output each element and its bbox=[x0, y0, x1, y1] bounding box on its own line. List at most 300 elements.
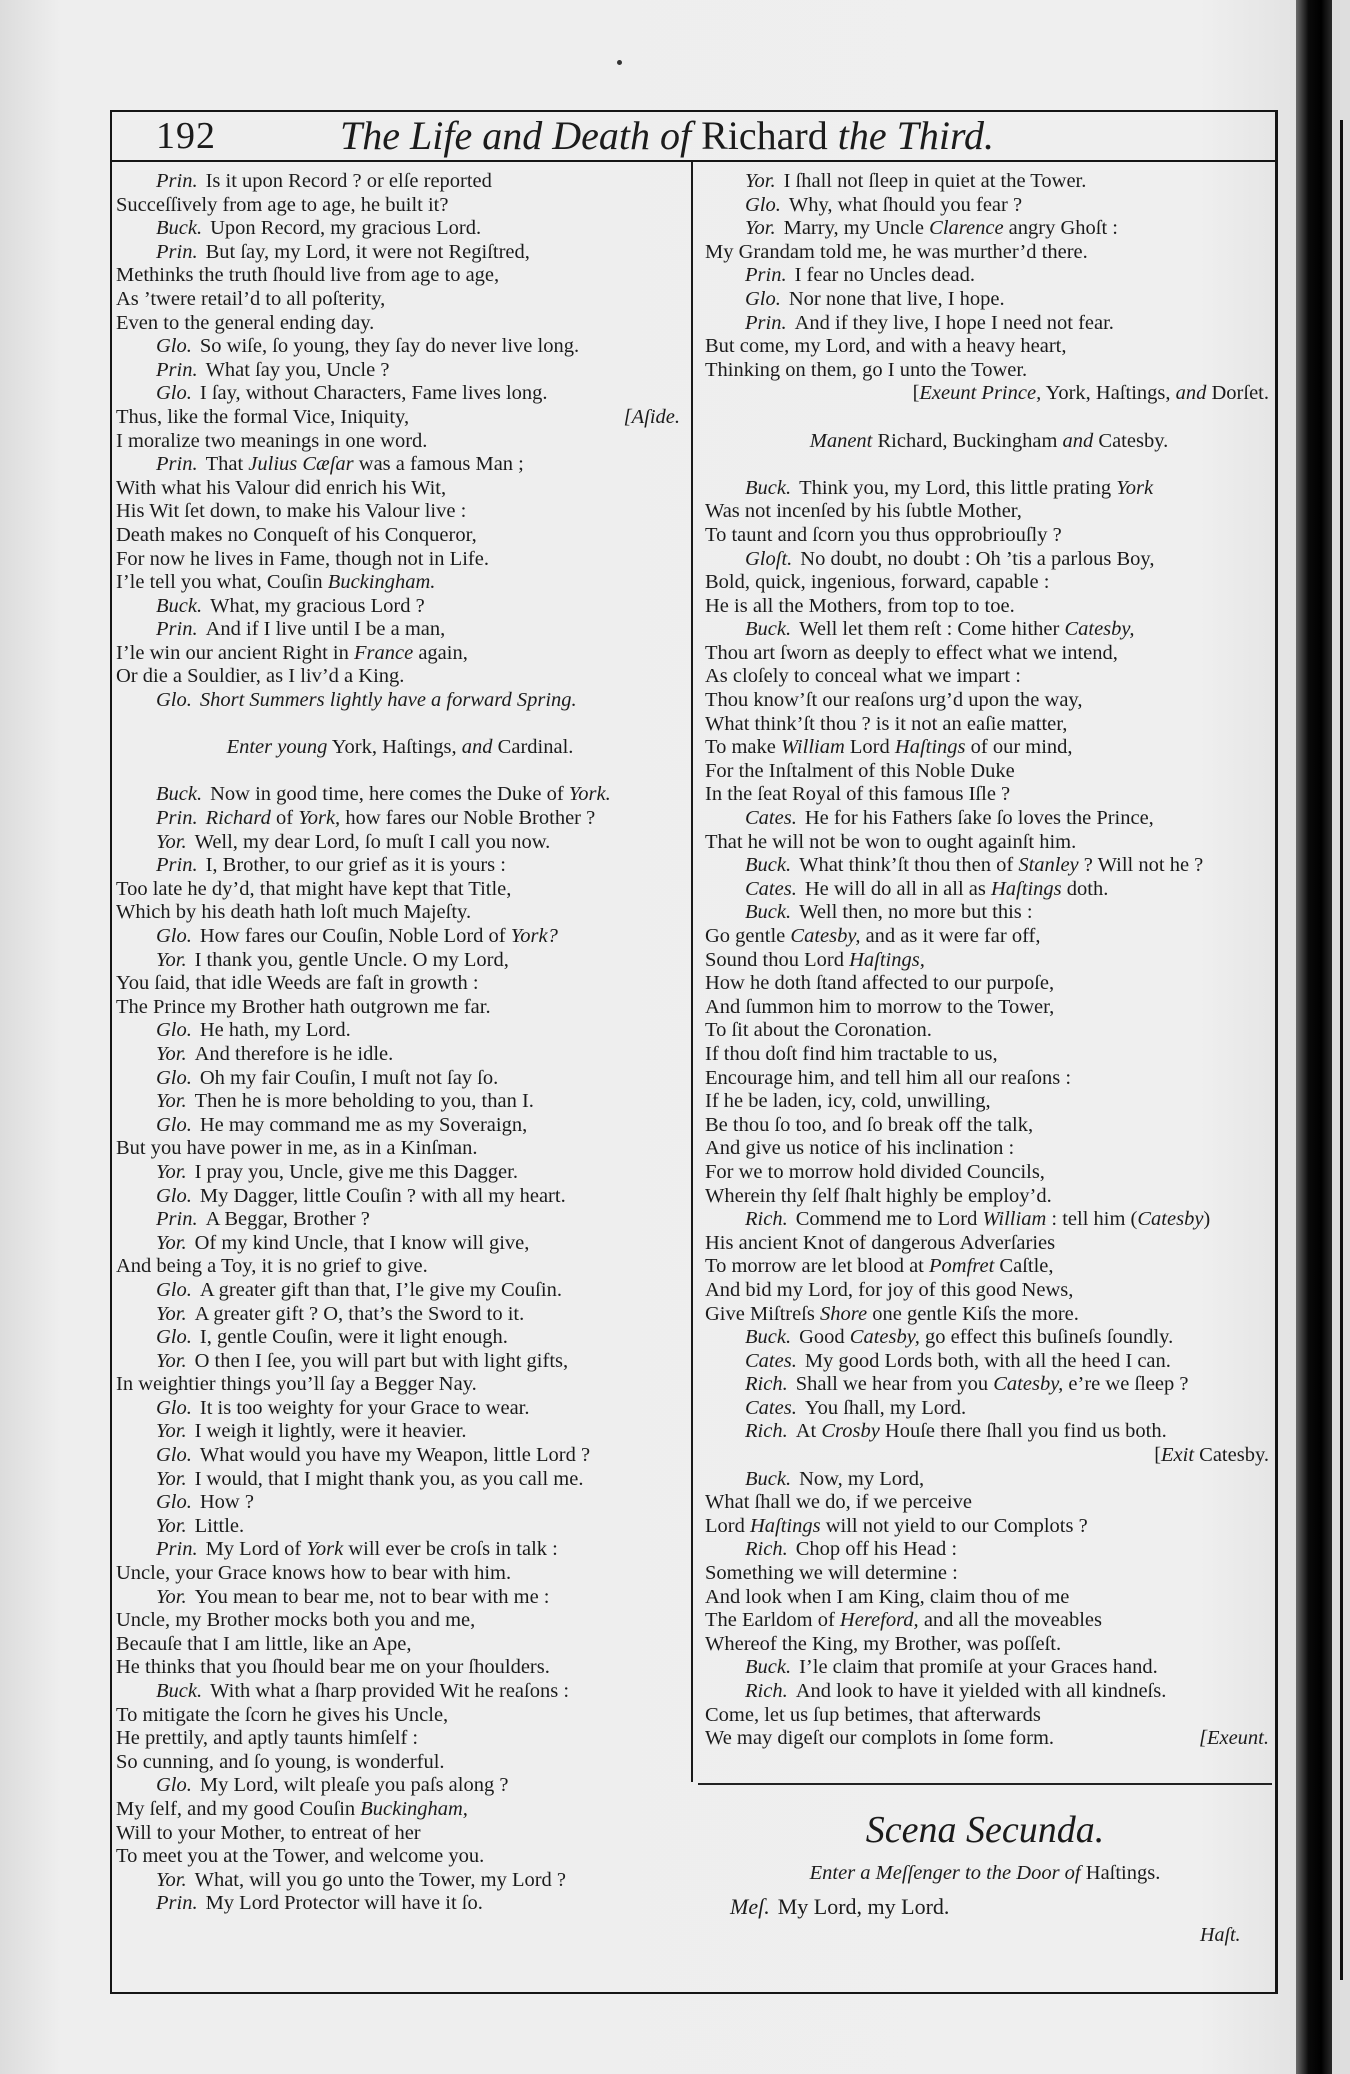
text: His Wit ſet down, to make his Valour live : bbox=[116, 500, 467, 523]
italic-text: and bbox=[1062, 429, 1094, 452]
verse-line bbox=[116, 925, 684, 949]
speaker: Glo. bbox=[156, 689, 192, 712]
verse-line bbox=[705, 1137, 1273, 1161]
italic-text: Catesby, bbox=[1064, 618, 1135, 641]
text: I, Brother, to our grief as it is yours : bbox=[205, 854, 506, 877]
verse-line bbox=[705, 571, 1273, 595]
verse-line bbox=[116, 1704, 684, 1728]
italic-text: Exit bbox=[1161, 1444, 1195, 1467]
verse-line bbox=[705, 548, 1273, 572]
text: will ever be croſs in talk : bbox=[343, 1538, 558, 1561]
verse-line bbox=[705, 760, 1273, 784]
text: Thou art ſworn as deeply to effect what we intend, bbox=[705, 641, 1118, 664]
italic-text: Clarence bbox=[929, 217, 1004, 240]
italic-text: and bbox=[1175, 382, 1207, 405]
verse-line bbox=[705, 1232, 1273, 1256]
stage-direction-name: Haſtings. bbox=[1085, 1862, 1161, 1884]
verse-line bbox=[116, 1538, 684, 1562]
text: He for his Fathers ſake ſo loves the Prince, bbox=[804, 807, 1154, 830]
speaker: Yor. bbox=[156, 948, 187, 971]
verse-line bbox=[705, 1680, 1273, 1704]
text: I’le tell you what, Couſin bbox=[116, 571, 328, 594]
text: Well, my dear Lord, ſo muſt I call you now. bbox=[194, 830, 551, 853]
verse-line bbox=[116, 1656, 684, 1680]
speaker: Yor. bbox=[156, 1042, 187, 1065]
italic-text: York bbox=[306, 1538, 344, 1561]
verse-line bbox=[116, 1845, 684, 1869]
verse-line bbox=[116, 1279, 684, 1303]
speaker: Prin. bbox=[156, 453, 198, 476]
speaker: Prin. bbox=[156, 854, 198, 877]
text: To mitigate the ſcorn he gives his Uncle, bbox=[116, 1703, 449, 1726]
speaker: Yor. bbox=[156, 1349, 187, 1372]
verse-line bbox=[705, 288, 1273, 312]
verse-line bbox=[116, 901, 684, 925]
speaker: Glo. bbox=[156, 335, 192, 358]
verse-line bbox=[705, 500, 1273, 524]
text: My Lord, wilt pleaſe you paſs along ? bbox=[199, 1774, 509, 1797]
speaker: Yor. bbox=[156, 1160, 187, 1183]
text: And if I live until I be a man, bbox=[205, 618, 446, 641]
text: A Beggar, Brother ? bbox=[205, 1208, 370, 1231]
verse-line bbox=[705, 217, 1273, 241]
text: Of my kind Uncle, that I know will give, bbox=[194, 1231, 530, 1254]
verse-line bbox=[705, 1491, 1273, 1515]
italic-text: Pomfret bbox=[929, 1255, 995, 1278]
verse-line bbox=[705, 783, 1273, 807]
verse-line bbox=[705, 1255, 1273, 1279]
verse-line bbox=[116, 1444, 684, 1468]
text: How he doth ſtand affected to our purpoſe, bbox=[705, 972, 1055, 995]
speaker: Rich. bbox=[745, 1538, 788, 1561]
text: of our mind, bbox=[965, 736, 1073, 759]
verse-line bbox=[116, 1350, 684, 1374]
verse-line bbox=[116, 595, 684, 619]
verse-line bbox=[705, 972, 1273, 996]
text: Sound thou Lord bbox=[705, 948, 850, 971]
verse-line bbox=[116, 1892, 684, 1916]
speaker: Glo. bbox=[156, 1184, 192, 1207]
verse-line bbox=[116, 1515, 684, 1539]
text: ? Will not he ? bbox=[1078, 854, 1204, 877]
italic-text: Julius Cæſar bbox=[248, 453, 354, 476]
speaker: Prin. bbox=[156, 1208, 198, 1231]
text: If he be laden, icy, cold, unwilling, bbox=[705, 1090, 991, 1113]
text: Uncle, your Grace knows how to bear with him. bbox=[116, 1562, 512, 1585]
speaker: Gloſt. bbox=[745, 547, 793, 570]
verse-line bbox=[116, 1067, 684, 1091]
text: To ſit about the Coronation. bbox=[705, 1019, 932, 1042]
verse-line bbox=[705, 1279, 1273, 1303]
stage-direction bbox=[116, 736, 684, 760]
blank-line bbox=[116, 760, 684, 784]
verse-line bbox=[116, 665, 684, 689]
verse-line bbox=[116, 500, 684, 524]
verse-line bbox=[705, 1350, 1273, 1374]
ink-speck bbox=[617, 60, 622, 65]
speaker: Buck. bbox=[156, 1680, 203, 1702]
speaker: Glo. bbox=[156, 1774, 192, 1797]
italic-text: Haſtings bbox=[894, 736, 966, 759]
text: What think’ſt thou then of bbox=[799, 854, 1019, 877]
speaker: Glo. bbox=[156, 1113, 192, 1136]
text: Dorſet. bbox=[1206, 382, 1269, 405]
verse-line bbox=[116, 854, 684, 878]
book-gutter bbox=[1296, 0, 1332, 2074]
verse-line bbox=[705, 524, 1273, 548]
text: To morrow are let blood at bbox=[705, 1255, 929, 1278]
verse-line bbox=[705, 595, 1273, 619]
text: Well then, no more but this : bbox=[799, 901, 1033, 924]
text: Thus, like the formal Vice, Iniquity, bbox=[116, 405, 410, 428]
speaker: Yor. bbox=[156, 1467, 187, 1490]
text: In the ſeat Royal of this famous Iſle ? bbox=[705, 783, 1011, 806]
text: Shall we hear from you bbox=[795, 1373, 994, 1396]
text: Come, let us ſup betimes, that afterwards bbox=[705, 1703, 1041, 1726]
speaker: Cates. bbox=[745, 877, 797, 900]
speaker: Glo. bbox=[156, 1019, 192, 1042]
text: The Prince my Brother hath outgrown me far. bbox=[116, 995, 491, 1018]
text: A greater gift than that, I’le give my Couſin. bbox=[199, 1278, 562, 1301]
text: Marry, my Uncle bbox=[783, 217, 930, 240]
text: Or die a Souldier, as I liv’d a King. bbox=[116, 665, 405, 688]
verse-line bbox=[705, 194, 1273, 218]
blank-line bbox=[705, 453, 1273, 477]
text: He hath, my Lord. bbox=[199, 1019, 351, 1042]
italic-text: and bbox=[461, 736, 493, 759]
italic-text: Catesby, bbox=[849, 1326, 920, 1349]
italic-text: Enter young bbox=[226, 736, 328, 759]
verse-line bbox=[116, 996, 684, 1020]
verse-line bbox=[705, 335, 1273, 359]
verse-line bbox=[705, 1067, 1273, 1091]
text: Death makes no Conqueſt of his Conqueror, bbox=[116, 523, 477, 546]
speaker: Buck. bbox=[745, 618, 792, 641]
text: Whereof the King, my Brother, was poſſeſt. bbox=[705, 1632, 1062, 1655]
text: So wiſe, ſo young, they ſay do never live long. bbox=[199, 335, 580, 358]
verse-line bbox=[116, 1562, 684, 1586]
text: I ſay, without Characters, Fame lives long. bbox=[199, 382, 548, 405]
italic-text: Buckingham, bbox=[360, 1797, 468, 1820]
speaker: Prin. bbox=[156, 807, 198, 830]
text: again, bbox=[413, 641, 468, 664]
verse-line bbox=[705, 618, 1273, 642]
verse-line bbox=[116, 1609, 684, 1633]
verse-line bbox=[116, 972, 684, 996]
verse-line bbox=[116, 335, 684, 359]
stage-direction bbox=[705, 382, 1273, 406]
text: And bid my Lord, for joy of this good News, bbox=[705, 1278, 1074, 1301]
verse-line bbox=[705, 359, 1273, 383]
verse-line bbox=[705, 642, 1273, 666]
text: That he will not be won to ought againſt him. bbox=[705, 830, 1077, 853]
text: It is too weighty for your Grace to wear. bbox=[199, 1396, 530, 1419]
verse-line bbox=[705, 170, 1273, 194]
speaker: Prin. bbox=[156, 170, 198, 192]
text: So cunning, and ſo young, is wonderful. bbox=[116, 1750, 445, 1773]
text: Houſe there ſhall you find us both. bbox=[879, 1420, 1167, 1443]
italic-text: Catesby, bbox=[790, 925, 861, 947]
verse-line bbox=[705, 807, 1273, 831]
text: He is all the Mothers, from top to toe. bbox=[705, 594, 1015, 617]
italic-text: Haſtings bbox=[991, 877, 1062, 900]
speaker: Yor. bbox=[745, 217, 776, 240]
verse-line bbox=[116, 1468, 684, 1492]
text: was a famous Man ; bbox=[353, 453, 524, 476]
italic-text: France bbox=[353, 641, 414, 664]
text: I weigh it lightly, were it heavier. bbox=[194, 1420, 467, 1443]
italic-text: William bbox=[982, 1208, 1047, 1231]
italic-text: York bbox=[1116, 476, 1154, 499]
verse-line bbox=[705, 878, 1273, 902]
verse-line bbox=[116, 1727, 684, 1751]
verse-line bbox=[705, 1420, 1273, 1444]
speaker: Glo. bbox=[156, 1326, 192, 1349]
verse-line bbox=[116, 1090, 684, 1114]
speaker: Prin. bbox=[156, 1538, 198, 1561]
text: I’le win our ancient Right in bbox=[116, 641, 354, 664]
verse-line bbox=[116, 477, 684, 501]
text: And therefore is he idle. bbox=[194, 1042, 394, 1065]
text: I’le claim that promiſe at your Graces hand. bbox=[799, 1656, 1158, 1679]
text: Caſtle, bbox=[994, 1255, 1054, 1278]
text: York, Haſtings, bbox=[1041, 382, 1176, 405]
text: And look to have it yielded with all kindneſs. bbox=[795, 1680, 1167, 1702]
speaker: Glo. bbox=[156, 1278, 192, 1301]
text: As cloſely to conceal what we impart : bbox=[705, 665, 1021, 688]
verse-line bbox=[116, 1185, 684, 1209]
verse-line bbox=[705, 1633, 1273, 1657]
text: [ bbox=[1154, 1444, 1162, 1467]
speaker: Prin. bbox=[745, 311, 787, 334]
italic-text: York, bbox=[298, 807, 341, 830]
verse-line bbox=[705, 1161, 1273, 1185]
stage-direction bbox=[705, 1444, 1273, 1468]
speaker: Glo. bbox=[156, 925, 192, 947]
verse-line bbox=[116, 524, 684, 548]
verse-line bbox=[116, 1114, 684, 1138]
verse-line bbox=[705, 1043, 1273, 1067]
speaker: Yor. bbox=[156, 1868, 187, 1891]
text: How ? bbox=[199, 1491, 254, 1514]
verse-line bbox=[705, 689, 1273, 713]
text: My Grandam told me, he was murther’d there. bbox=[705, 240, 1088, 263]
speaker: Glo. bbox=[745, 287, 781, 310]
speaker: Buck. bbox=[745, 1656, 792, 1679]
verse-line bbox=[705, 1326, 1273, 1350]
verse-line bbox=[705, 1562, 1273, 1586]
verse-line bbox=[116, 1255, 684, 1279]
verse-line bbox=[705, 241, 1273, 265]
verse-line bbox=[705, 477, 1273, 501]
speaker: Rich. bbox=[745, 1420, 788, 1443]
verse-line bbox=[705, 1515, 1273, 1539]
speaker: Prin. bbox=[156, 240, 198, 263]
italic-text: Short Summers lightly have a forward Spring. bbox=[199, 689, 577, 712]
verse-line bbox=[705, 925, 1273, 949]
speech-line bbox=[730, 1894, 949, 1920]
text: Lord bbox=[844, 736, 895, 759]
verse-line bbox=[116, 1491, 684, 1515]
text: I moralize two meanings in one word. bbox=[116, 429, 428, 452]
verse-line bbox=[116, 1774, 684, 1798]
verse-line bbox=[116, 807, 684, 831]
text: With what his Valour did enrich his Wit, bbox=[116, 476, 447, 499]
verse-line bbox=[116, 453, 684, 477]
speaker: Glo. bbox=[156, 1444, 192, 1467]
text: Catesby. bbox=[1194, 1444, 1269, 1467]
text: Well let them reſt : Come hither bbox=[799, 618, 1065, 641]
speaker: Rich. bbox=[745, 1208, 788, 1231]
verse-line bbox=[116, 430, 684, 454]
verse-line bbox=[116, 217, 684, 241]
scene-rule bbox=[698, 1783, 1272, 1785]
verse-line bbox=[116, 1232, 684, 1256]
verse-line bbox=[705, 901, 1273, 925]
speaker: Yor. bbox=[156, 1302, 187, 1325]
verse-line bbox=[116, 1208, 684, 1232]
text: I thank you, gentle Uncle. O my Lord, bbox=[194, 948, 509, 971]
verse-line bbox=[116, 1161, 684, 1185]
text: Which by his death hath loſt much Majeſty. bbox=[116, 901, 472, 924]
stage-direction-text: Enter a Meſſenger to the Door of bbox=[809, 1862, 1086, 1884]
text: What think’ſt thou ? is it not an eaſie matter, bbox=[705, 712, 1068, 735]
text: and as it were far off, bbox=[860, 925, 1041, 947]
facing-page-border bbox=[1340, 120, 1343, 1980]
text: ) bbox=[1203, 1208, 1211, 1231]
text: To taunt and ſcorn you thus opprobriouſly ? bbox=[705, 523, 1062, 546]
verse-line bbox=[705, 665, 1273, 689]
verse-line bbox=[116, 241, 684, 265]
speaker: Buck. bbox=[156, 594, 203, 617]
verse-line bbox=[116, 312, 684, 336]
text: He prettily, and aptly taunts himſelf : bbox=[116, 1727, 419, 1750]
italic-text: York. bbox=[568, 783, 611, 806]
verse-line bbox=[116, 194, 684, 218]
italic-text: Haſtings, bbox=[849, 948, 925, 971]
verse-line bbox=[116, 1822, 684, 1846]
verse-line bbox=[116, 288, 684, 312]
text: The Earldom of bbox=[705, 1609, 840, 1632]
aside-direction: [Aſide. bbox=[623, 405, 680, 428]
text: What, will you go unto the Tower, my Lord ? bbox=[194, 1868, 567, 1891]
speaker: Meſ. bbox=[730, 1894, 770, 1919]
text: And give us notice of his inclination : bbox=[705, 1137, 1015, 1160]
text: My Lord Protector will have it ſo. bbox=[205, 1892, 483, 1915]
text: And look when I am King, claim thou of me bbox=[705, 1585, 1070, 1608]
text: Commend me to Lord bbox=[795, 1208, 983, 1231]
text: Thou know’ſt our reaſons urg’d upon the way, bbox=[705, 689, 1083, 712]
text: I, gentle Couſin, were it light enough. bbox=[199, 1326, 508, 1349]
stage-direction bbox=[705, 430, 1273, 454]
text: of bbox=[270, 807, 299, 830]
verse-line bbox=[705, 1303, 1273, 1327]
text: Think you, my Lord, this little prating bbox=[799, 476, 1117, 499]
verse-line bbox=[705, 312, 1273, 336]
italic-text: Exeunt Prince, bbox=[919, 382, 1042, 405]
text: and all the moveables bbox=[918, 1609, 1102, 1632]
speaker: Rich. bbox=[745, 1680, 788, 1702]
speaker: Buck. bbox=[745, 1467, 792, 1490]
verse-line bbox=[705, 949, 1273, 973]
italic-text: Catesby, bbox=[993, 1373, 1064, 1396]
speaker: Buck. bbox=[156, 217, 203, 240]
verse-line bbox=[116, 1420, 684, 1444]
verse-line bbox=[116, 878, 684, 902]
text: Richard, Buckingham bbox=[872, 429, 1063, 452]
italic-text: Shore bbox=[820, 1302, 868, 1325]
text: What ſay you, Uncle ? bbox=[205, 358, 390, 381]
text: I ſhall not ſleep in quiet at the Tower. bbox=[783, 170, 1087, 192]
speaker: Glo. bbox=[156, 382, 192, 405]
speaker: Rich. bbox=[745, 1373, 788, 1396]
text: how fares our Noble Brother ? bbox=[340, 807, 596, 830]
text: My Dagger, little Couſin ? with all my heart. bbox=[199, 1184, 566, 1207]
text: Bold, quick, ingenious, forward, capable : bbox=[705, 571, 1050, 594]
text: I fear no Uncles dead. bbox=[794, 264, 976, 287]
text: Thinking on them, go I unto the Tower. bbox=[705, 358, 1028, 381]
verse-line bbox=[116, 1326, 684, 1350]
verse-line bbox=[705, 1208, 1273, 1232]
text: But you have power in me, as in a Kinſman. bbox=[116, 1137, 478, 1160]
verse-line bbox=[116, 1373, 684, 1397]
speaker: Glo. bbox=[156, 1396, 192, 1419]
italic-text: Buckingham. bbox=[327, 571, 436, 594]
italic-text: Haſtings bbox=[749, 1514, 821, 1537]
running-title bbox=[340, 112, 994, 159]
text: And being a Toy, it is no grief to give. bbox=[116, 1255, 428, 1278]
text: You mean to bear me, not to bear with me : bbox=[194, 1585, 550, 1608]
text: Too late he dy’d, that might have kept that Title, bbox=[116, 877, 512, 900]
verse-line bbox=[116, 1397, 684, 1421]
verse-line bbox=[116, 382, 684, 406]
text: I would, that I might thank you, as you call me. bbox=[194, 1467, 584, 1490]
speaker: Buck. bbox=[745, 1326, 792, 1349]
blank-line bbox=[116, 713, 684, 737]
scene-heading: Scena Secunda. bbox=[865, 1809, 1105, 1851]
verse-line bbox=[705, 1538, 1273, 1562]
catchword: Haſt. bbox=[1200, 1924, 1241, 1946]
verse-line bbox=[705, 1114, 1273, 1138]
text: Encourage him, and tell him all our reaſons : bbox=[705, 1066, 1072, 1089]
verse-line bbox=[705, 1468, 1273, 1492]
text: Was not incenſed by his ſubtle Mother, bbox=[705, 500, 1022, 523]
speaker: Buck. bbox=[745, 854, 792, 877]
text: How fares our Couſin, Noble Lord of bbox=[199, 925, 511, 947]
verse-line bbox=[705, 1019, 1273, 1043]
speaker: Buck. bbox=[745, 476, 792, 499]
speaker: Buck. bbox=[745, 901, 792, 924]
text: A greater gift ? O, that’s the Sword to it. bbox=[194, 1302, 525, 1325]
speaker: Yor. bbox=[156, 1514, 187, 1537]
text: That bbox=[205, 453, 249, 476]
text: He may command me as my Soveraign, bbox=[199, 1113, 528, 1136]
text: Catesby. bbox=[1093, 429, 1169, 452]
text: Give Miſtreſs bbox=[705, 1302, 821, 1325]
speaker: Yor. bbox=[745, 170, 776, 192]
verse-line bbox=[116, 1869, 684, 1893]
left-column bbox=[116, 170, 684, 1916]
verse-line bbox=[116, 1798, 684, 1822]
stage-direction bbox=[698, 1862, 1272, 1885]
verse-line bbox=[116, 1019, 684, 1043]
text: Now in good time, here comes the Duke of bbox=[210, 783, 569, 806]
title-part2: the Third. bbox=[827, 113, 995, 158]
title-name: Richard bbox=[701, 113, 828, 158]
speaker: Prin. bbox=[745, 264, 787, 287]
text: As ’twere retail’d to all poſterity, bbox=[116, 287, 386, 310]
text: Nor none that live, I hope. bbox=[788, 287, 1005, 310]
